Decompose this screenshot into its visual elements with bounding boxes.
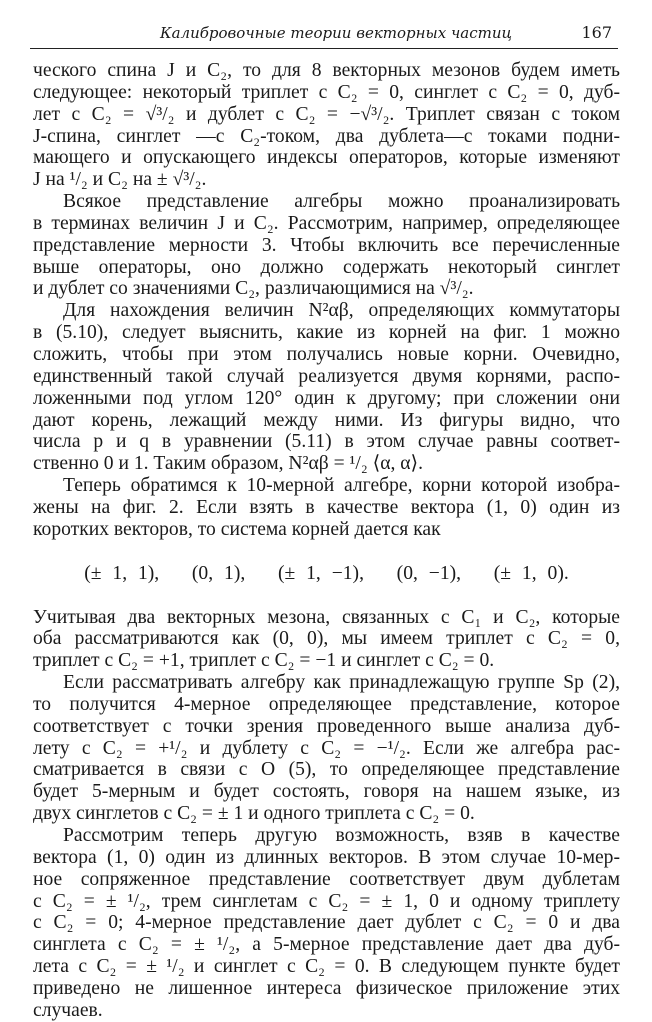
text-line: единственный такой случай реализуется двумя корнями, распо- [33, 365, 620, 387]
paragraph [33, 191, 620, 300]
text-line: мающего и опускающего индексы операторов, которые изменяют [33, 147, 620, 169]
paragraph [33, 825, 620, 1022]
paragraph [33, 300, 620, 475]
paragraph [33, 607, 620, 673]
text-line: представление мерности 3. Чтобы включить все перечисленные [33, 234, 620, 256]
root-system-formula: (± 1, 1), (0, 1), (± 1, −1), (0, −1), (± 1, 0). [84, 562, 569, 584]
text-line: в терминах величин J и C₂. Рассмотрим, например, определяющее [33, 212, 620, 234]
page-body [33, 60, 620, 1022]
paragraph [33, 60, 620, 191]
text-line: приведено не лишенное интереса физическое приложение этих [33, 977, 620, 999]
text-line: двух синглетов с C₂ = ± 1 и одного триплета с C₂ = 0. [33, 803, 475, 825]
text-line: ственно 0 и 1. Таким образом, N²αβ = ¹/₂ ⟨α, α⟩. [33, 453, 424, 475]
text-line: будет 5-мерным и будет состоять, говоря на нашем языке, из [33, 781, 620, 803]
text-line: Для нахождения величин N²αβ, определяющих коммутаторы [63, 300, 620, 322]
text-line: с C₂ = 0; 4-мерное представление дает дублет с C₂ = 0 и два [33, 912, 620, 934]
text-line: Если рассматривать алгебру как принадлежащую группе Sp (2), [63, 672, 620, 694]
text-line: и дублет со значениями C₂, различающимися на √³/₂. [33, 278, 474, 300]
text-line: J-спина, синглет —с C₂-током, два дублета—с токами подни- [33, 125, 620, 147]
text-line: ное сопряженное представление соответствует двум дублетам [33, 868, 620, 890]
text-line: вектора (1, 0) один из длинных векторов. В этом случае 10-мер- [33, 846, 620, 868]
text-line: жены на фиг. 2. Если взять в качестве вектора (1, 0) один из [33, 496, 620, 518]
text-line: выше операторы, оно должно содержать некоторый синглет [33, 256, 620, 278]
text-line: числа p и q в уравнении (5.11) в этом случае равны соответ- [33, 431, 620, 453]
text-line: сложить, чтобы при этом получались новые корни. Очевидно, [33, 343, 620, 365]
text-line: лету с C₂ = +¹/₂ и дублету с C₂ = −¹/₂. Если же алгебра рас- [33, 737, 620, 759]
text-line: лета с C₂ = ± ¹/₂ и синглет с C₂ = 0. В следующем пункте будет [33, 956, 620, 978]
text-line: с C₂ = ± ¹/₂, трем синглетам с C₂ = ± 1, 0 и одному триплету [33, 890, 620, 912]
text-line: J на ¹/₂ и C₂ на ± √³/₂. [33, 169, 207, 191]
text-line: сматривается в связи с O (5), то определяющее представление [33, 759, 620, 781]
paragraph [33, 475, 620, 541]
text-line: дают корень, лежащий между ними. Из фигуры видно, что [33, 409, 620, 431]
text-line: ложенными под углом 120° один к другому; при сложении они [33, 387, 620, 409]
running-title: Калибровочные теории векторных частиц [160, 24, 512, 42]
paragraph [33, 672, 620, 825]
text-line: в (5.10), следует выяснить, какие из корней на фиг. 1 можно [33, 322, 620, 344]
text-line: Рассмотрим теперь другую возможность, взяв в качестве [63, 825, 620, 846]
text-line: оба рассматриваются как (0, 0), мы имеем триплет с C₂ = 0, [33, 628, 620, 650]
text-line: триплет с C₂ = +1, триплет с C₂ = −1 и синглет с C₂ = 0. [33, 650, 495, 672]
text-line: синглета с C₂ = ± ¹/₂, а 5-мерное представление дает два дуб- [33, 934, 620, 956]
text-line: лет с C₂ = √³/₂ и дублет с C₂ = −√³/₂. Триплет связан с током [33, 103, 620, 125]
text-line: то получится 4-мерное определяющее представление, которое [33, 693, 620, 715]
text-line: соответствует с точки зрения проведенного выше анализа дуб- [33, 715, 620, 737]
text-line: ческого спина J и C₂, то для 8 векторных мезонов будем иметь [33, 60, 620, 81]
text-line: следующее: некоторый триплет с C₂ = 0, синглет с C₂ = 0, дуб- [33, 81, 620, 103]
text-line: Учитывая два векторных мезона, связанных с C₁ и C₂, которые [33, 606, 620, 628]
text-line: Теперь обратимся к 10-мерной алгебре, корни которой изобра- [63, 475, 620, 497]
text-line: случаев. [33, 999, 103, 1021]
page-header [30, 22, 618, 49]
text-line: коротких векторов, то система корней дается как [33, 518, 441, 540]
page-number: 167 [581, 23, 612, 42]
text-line: Всякое представление алгебры можно проанализировать [63, 191, 620, 213]
